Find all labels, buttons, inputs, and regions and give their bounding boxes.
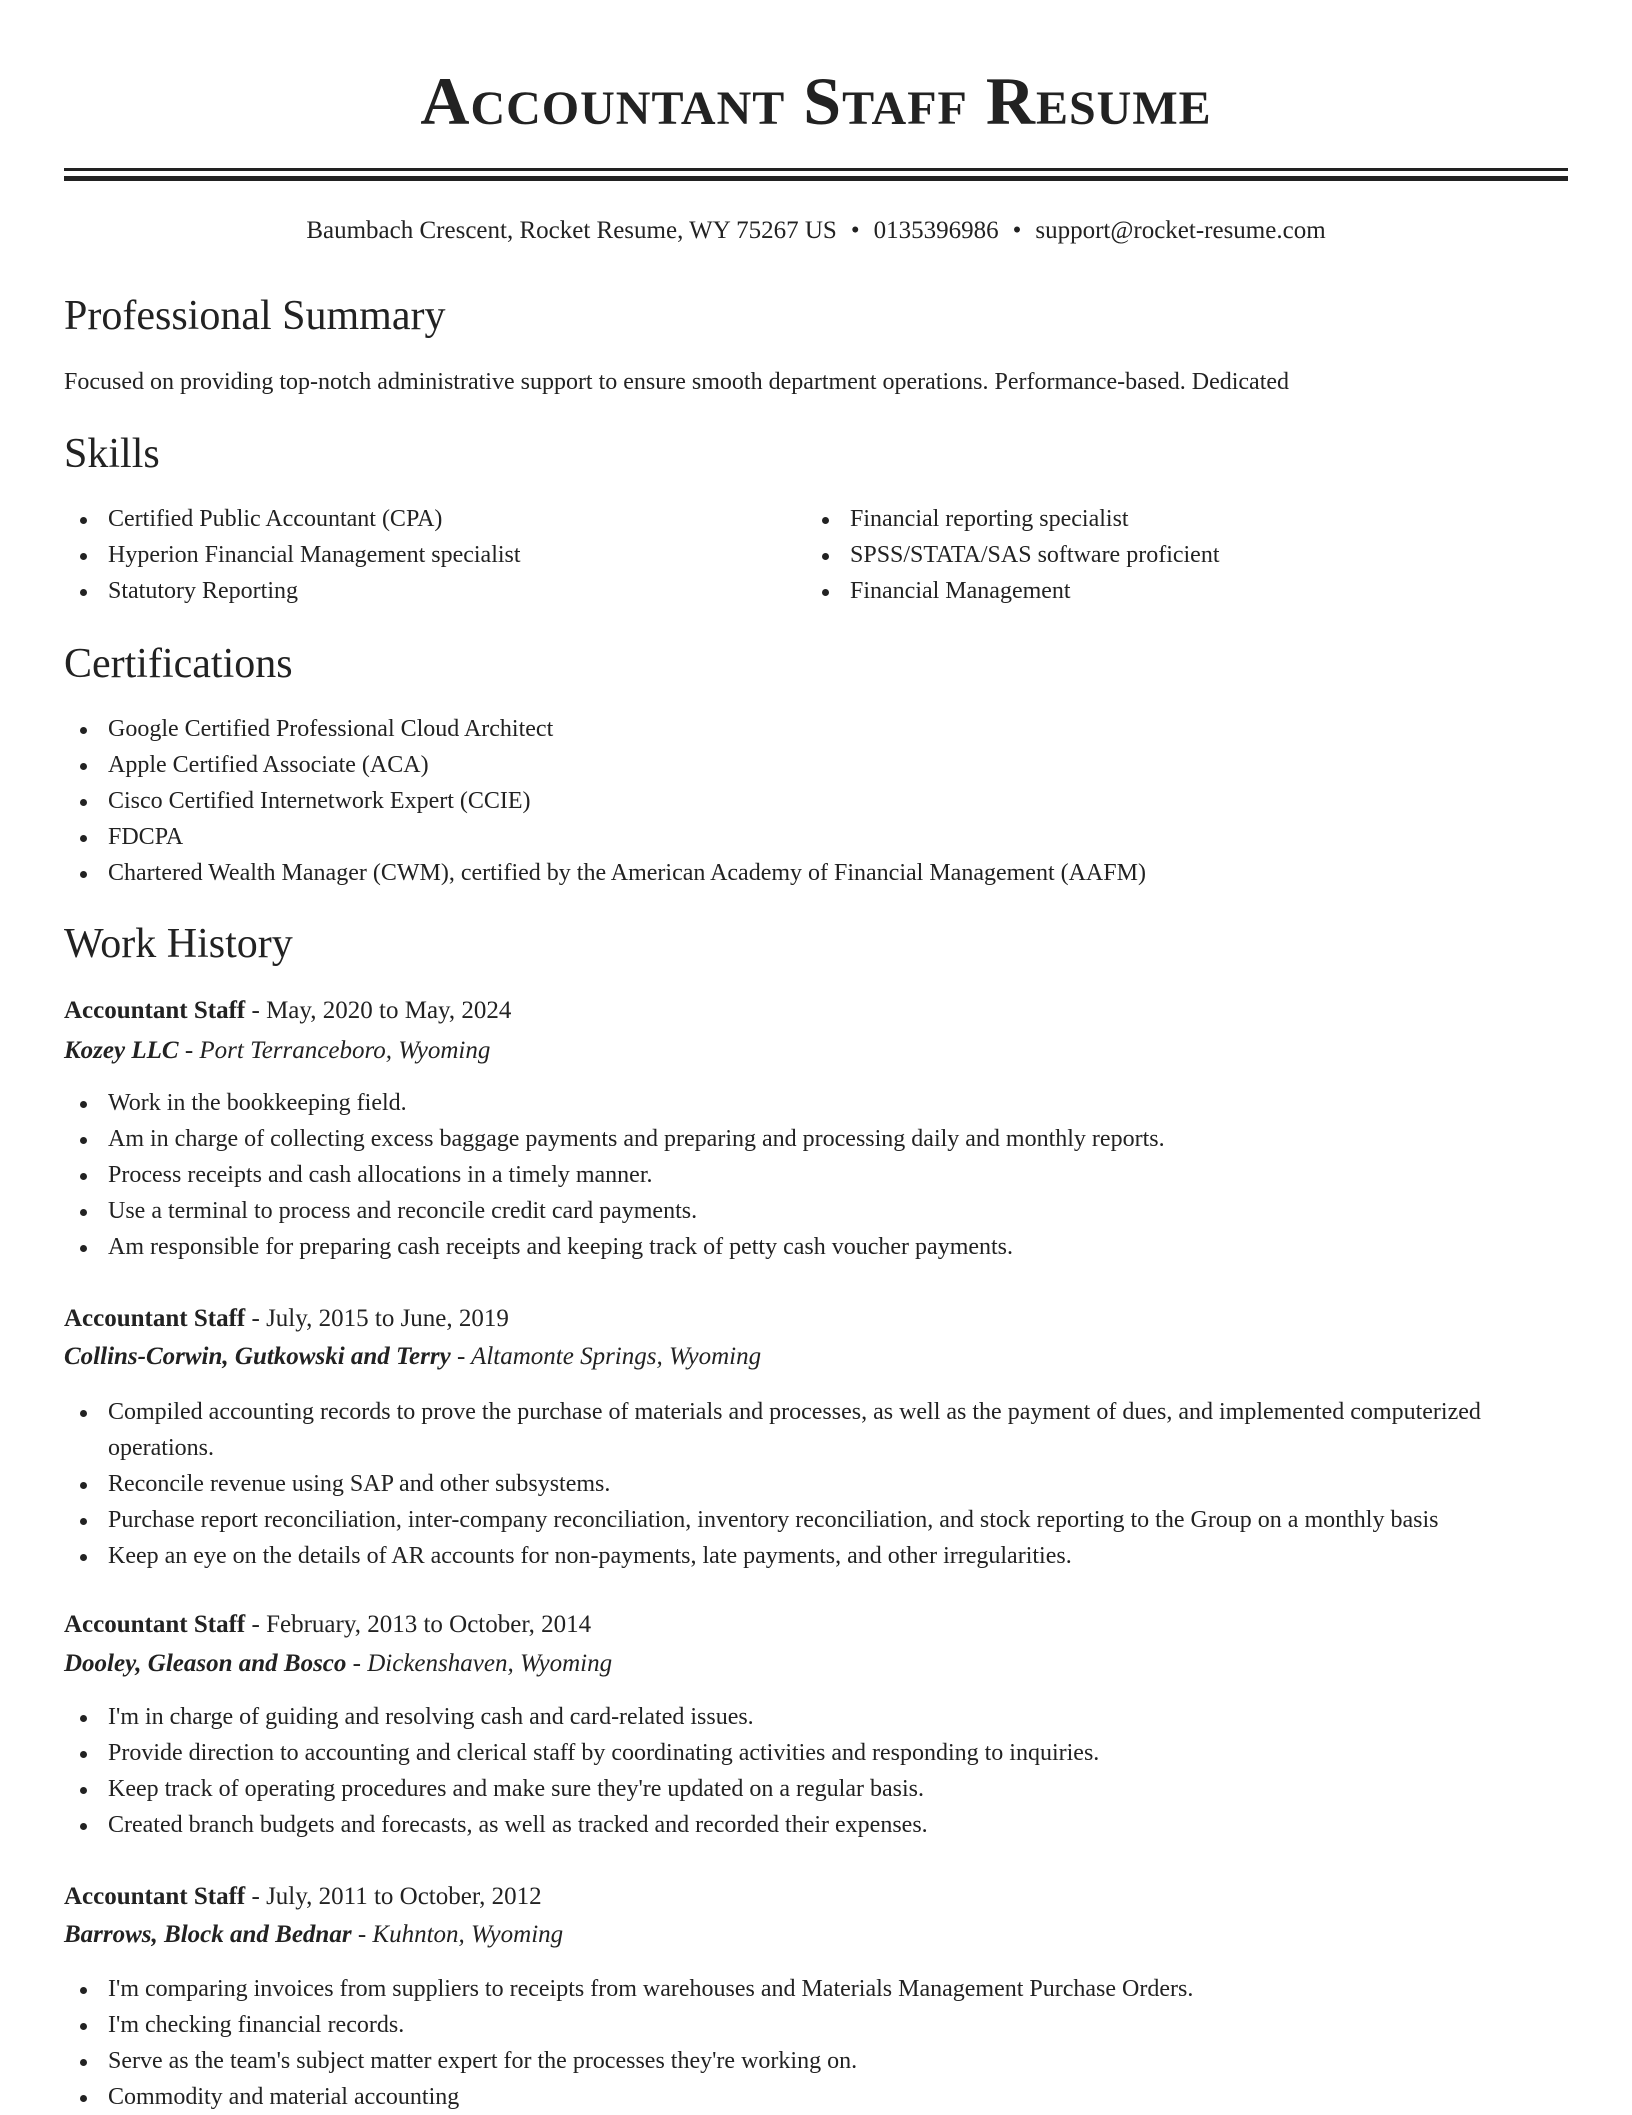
job-bullet: Serve as the team's subject matter expert for the processes they're working on. (64, 2043, 1544, 2079)
job-bullet: I'm in charge of guiding and resolving cash and card-related issues. (64, 1699, 1544, 1735)
job-bullet: Am in charge of collecting excess baggage payments and preparing and processing daily and monthly reports. (64, 1121, 1544, 1157)
skills-list-right (806, 501, 1546, 609)
skill-item: Statutory Reporting (64, 573, 744, 609)
job-bullet: I'm comparing invoices from suppliers to receipts from warehouses and Materials Management Purchase Orders. (64, 1971, 1544, 2007)
certification-item: Chartered Wealth Manager (CWM), certified by the American Academy of Financial Management (AAFM) (64, 855, 1544, 891)
contact-line (0, 214, 1632, 248)
job-bullet: Provide direction to accounting and clerical staff by coordinating activities and responding to inquiries. (64, 1735, 1544, 1771)
certification-item: FDCPA (64, 819, 1544, 855)
skill-item: SPSS/STATA/SAS software proficient (806, 537, 1546, 573)
summary-heading: Professional Summary (64, 293, 446, 339)
job-title: Accountant Staff (64, 997, 246, 1024)
job-bullet: Reconcile revenue using SAP and other subsystems. (64, 1466, 1544, 1502)
job-location: - Altamonte Springs, Wyoming (450, 1343, 762, 1370)
title-rule-thick (64, 176, 1568, 181)
job-location: - Dickenshaven, Wyoming (346, 1650, 613, 1677)
job-bullets (64, 1699, 1544, 1843)
job-title: Accountant Staff (64, 1883, 246, 1910)
skills-heading: Skills (64, 431, 160, 477)
job-company: Barrows, Block and Bednar (64, 1921, 352, 1948)
contact-phone: 0135396986 (873, 217, 999, 244)
certification-item: Apple Certified Associate (ACA) (64, 747, 1544, 783)
job-bullet: I'm checking financial records. (64, 2007, 1544, 2043)
job-company-line (64, 1647, 612, 1681)
job-company-line (64, 1034, 490, 1068)
job-title-line (64, 994, 511, 1028)
job-bullet: Process receipts and cash allocations in a timely manner. (64, 1157, 1544, 1193)
contact-separator: • (850, 217, 860, 244)
job-company: Dooley, Gleason and Bosco (64, 1650, 347, 1677)
job-bullets (64, 1971, 1544, 2115)
title-rule-thin (64, 168, 1568, 171)
certifications-list (64, 711, 1544, 891)
contact-email: support@rocket-resume.com (1035, 217, 1326, 244)
contact-separator: • (1012, 217, 1022, 244)
job-location: - Kuhnton, Wyoming (351, 1921, 564, 1948)
skills-list-left (64, 501, 744, 609)
job-bullet: Created branch budgets and forecasts, as well as tracked and recorded their expenses. (64, 1807, 1544, 1843)
job-dates: - July, 2015 to June, 2019 (245, 1305, 509, 1332)
job-bullet: Am responsible for preparing cash receipts and keeping track of petty cash voucher payments. (64, 1229, 1544, 1265)
page-title: Accountant Staff Resume (420, 63, 1212, 139)
job-title: Accountant Staff (64, 1305, 246, 1332)
job-bullet: Keep track of operating procedures and make sure they're updated on a regular basis. (64, 1771, 1544, 1807)
job-dates: - July, 2011 to October, 2012 (245, 1883, 542, 1910)
job-bullets (64, 1085, 1544, 1265)
skill-item: Hyperion Financial Management specialist (64, 537, 744, 573)
job-company-line (64, 1340, 761, 1374)
skill-item: Financial reporting specialist (806, 501, 1546, 537)
job-bullet: Compiled accounting records to prove the purchase of materials and processes, as well as the payment of dues, and implemented computerized operations. (64, 1394, 1544, 1466)
contact-address: Baumbach Crescent, Rocket Resume, WY 75267 US (306, 217, 837, 244)
job-dates: - May, 2020 to May, 2024 (245, 997, 512, 1024)
job-company-line (64, 1918, 563, 1952)
skill-item: Certified Public Accountant (CPA) (64, 501, 744, 537)
job-company: Collins-Corwin, Gutkowski and Terry (64, 1343, 451, 1370)
job-location: - Port Terranceboro, Wyoming (178, 1037, 491, 1064)
job-bullet: Purchase report reconciliation, inter-company reconciliation, inventory reconciliation, and stock reporting to the Group on a monthly basis (64, 1502, 1544, 1538)
certification-item: Google Certified Professional Cloud Architect (64, 711, 1544, 747)
job-bullet: Use a terminal to process and reconcile credit card payments. (64, 1193, 1544, 1229)
certification-item: Cisco Certified Internetwork Expert (CCIE) (64, 783, 1544, 819)
skill-item: Financial Management (806, 573, 1546, 609)
job-title-line (64, 1880, 542, 1914)
job-bullet: Commodity and material accounting (64, 2079, 1544, 2115)
job-company: Kozey LLC (64, 1037, 179, 1064)
work-history-heading: Work History (64, 921, 293, 967)
job-title-line (64, 1302, 509, 1336)
job-title: Accountant Staff (64, 1611, 246, 1638)
certifications-heading: Certifications (64, 641, 293, 687)
job-bullets (64, 1394, 1544, 1574)
job-title-line (64, 1608, 591, 1642)
summary-text: Focused on providing top-notch administrative support to ensure smooth department operations. Performance-based. Dedicated (64, 369, 1290, 395)
job-bullet: Keep an eye on the details of AR accounts for non-payments, late payments, and other irregularities. (64, 1538, 1544, 1574)
job-dates: - February, 2013 to October, 2014 (245, 1611, 592, 1638)
job-bullet: Work in the bookkeeping field. (64, 1085, 1544, 1121)
